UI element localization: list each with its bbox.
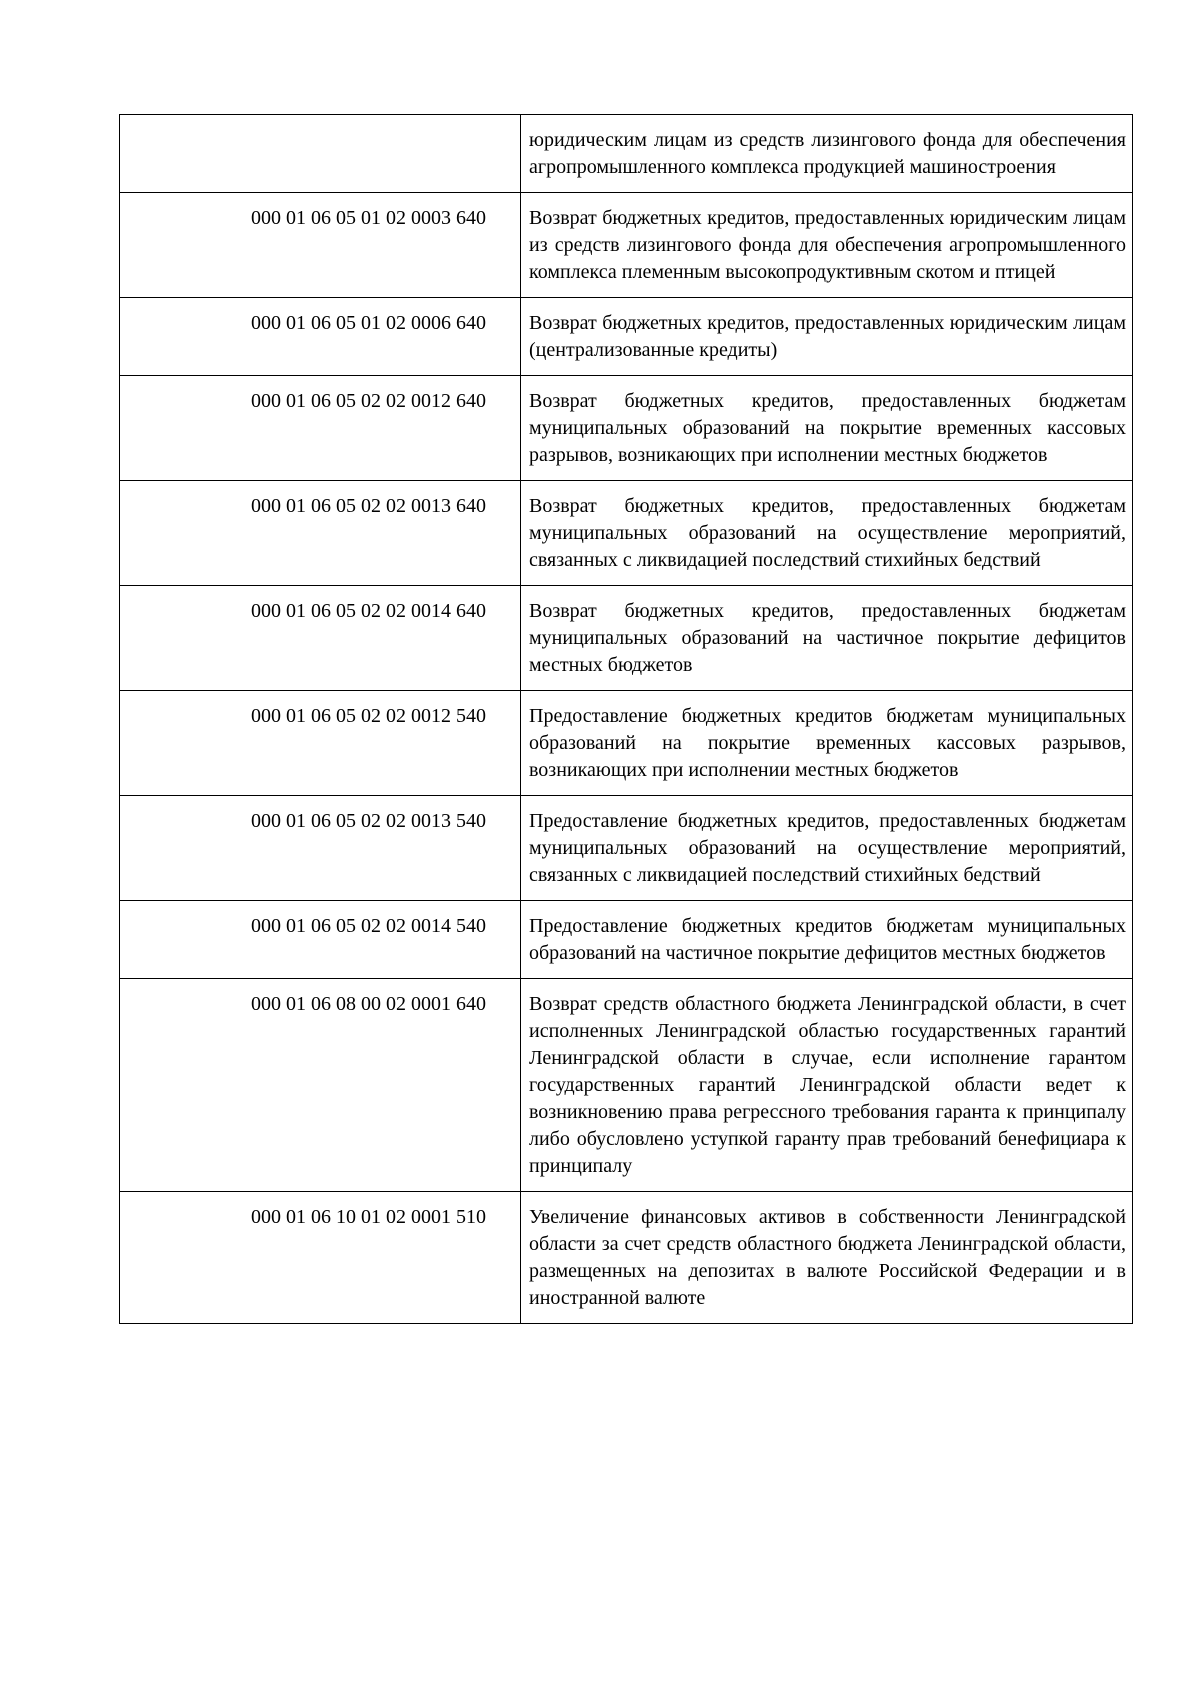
description-cell: юридическим лицам из средств лизингового фонда для обеспечения агропромышленного комплекса продукцией машиностроения (521, 115, 1133, 193)
table-row (120, 193, 1133, 298)
table-row (120, 901, 1133, 979)
table-row (120, 376, 1133, 481)
code-cell: 000 01 06 05 02 02 0013 640 (120, 481, 521, 586)
table-row (120, 481, 1133, 586)
code-cell: 000 01 06 05 02 02 0014 540 (120, 901, 521, 979)
table-row (120, 298, 1133, 376)
code-cell: 000 01 06 08 00 02 0001 640 (120, 979, 521, 1192)
code-cell: 000 01 06 05 01 02 0003 640 (120, 193, 521, 298)
table-row (120, 586, 1133, 691)
code-cell: 000 01 06 05 02 02 0013 540 (120, 796, 521, 901)
description-cell: Предоставление бюджетных кредитов бюджетам муниципальных образований на покрытие временных кассовых разрывов, возникающих при исполнении местных бюджетов (521, 691, 1133, 796)
code-cell: 000 01 06 05 01 02 0006 640 (120, 298, 521, 376)
table-row (120, 1192, 1133, 1324)
description-cell: Возврат бюджетных кредитов, предоставленных юридическим лицам из средств лизингового фонда для обеспечения агропромышленного комплекса племенным высокопродуктивным скотом и птицей (521, 193, 1133, 298)
code-cell: 000 01 06 05 02 02 0014 640 (120, 586, 521, 691)
table-row (120, 691, 1133, 796)
table-row (120, 796, 1133, 901)
description-cell: Возврат средств областного бюджета Ленинградской области, в счет исполненных Ленинградской областью государственных гарантий Ленинградской области в случае, если исполнение гарантом государственных гарантий Ленинградской области ведет к возникновению права регрессного требования гаранта к принципалу либо обусловлено уступкой гаранту прав требований бенефициара к принципалу (521, 979, 1133, 1192)
description-cell: Предоставление бюджетных кредитов бюджетам муниципальных образований на частичное покрытие дефицитов местных бюджетов (521, 901, 1133, 979)
budget-codes-table (119, 114, 1133, 1324)
description-cell: Возврат бюджетных кредитов, предоставленных бюджетам муниципальных образований на покрытие временных кассовых разрывов, возникающих при исполнении местных бюджетов (521, 376, 1133, 481)
code-cell (120, 115, 521, 193)
table-row (120, 979, 1133, 1192)
description-cell: Возврат бюджетных кредитов, предоставленных юридическим лицам (централизованные кредиты) (521, 298, 1133, 376)
description-cell: Возврат бюджетных кредитов, предоставленных бюджетам муниципальных образований на осуществление мероприятий, связанных с ликвидацией последствий стихийных бедствий (521, 481, 1133, 586)
code-cell: 000 01 06 05 02 02 0012 540 (120, 691, 521, 796)
table-row (120, 115, 1133, 193)
description-cell: Увеличение финансовых активов в собственности Ленинградской области за счет средств областного бюджета Ленинградской области, размещенных на депозитах в валюте Российской Федерации и в иностранной валюте (521, 1192, 1133, 1324)
description-cell: Предоставление бюджетных кредитов, предоставленных бюджетам муниципальных образований на осуществление мероприятий, связанных с ликвидацией последствий стихийных бедствий (521, 796, 1133, 901)
description-cell: Возврат бюджетных кредитов, предоставленных бюджетам муниципальных образований на частичное покрытие дефицитов местных бюджетов (521, 586, 1133, 691)
code-cell: 000 01 06 10 01 02 0001 510 (120, 1192, 521, 1324)
code-cell: 000 01 06 05 02 02 0012 640 (120, 376, 521, 481)
